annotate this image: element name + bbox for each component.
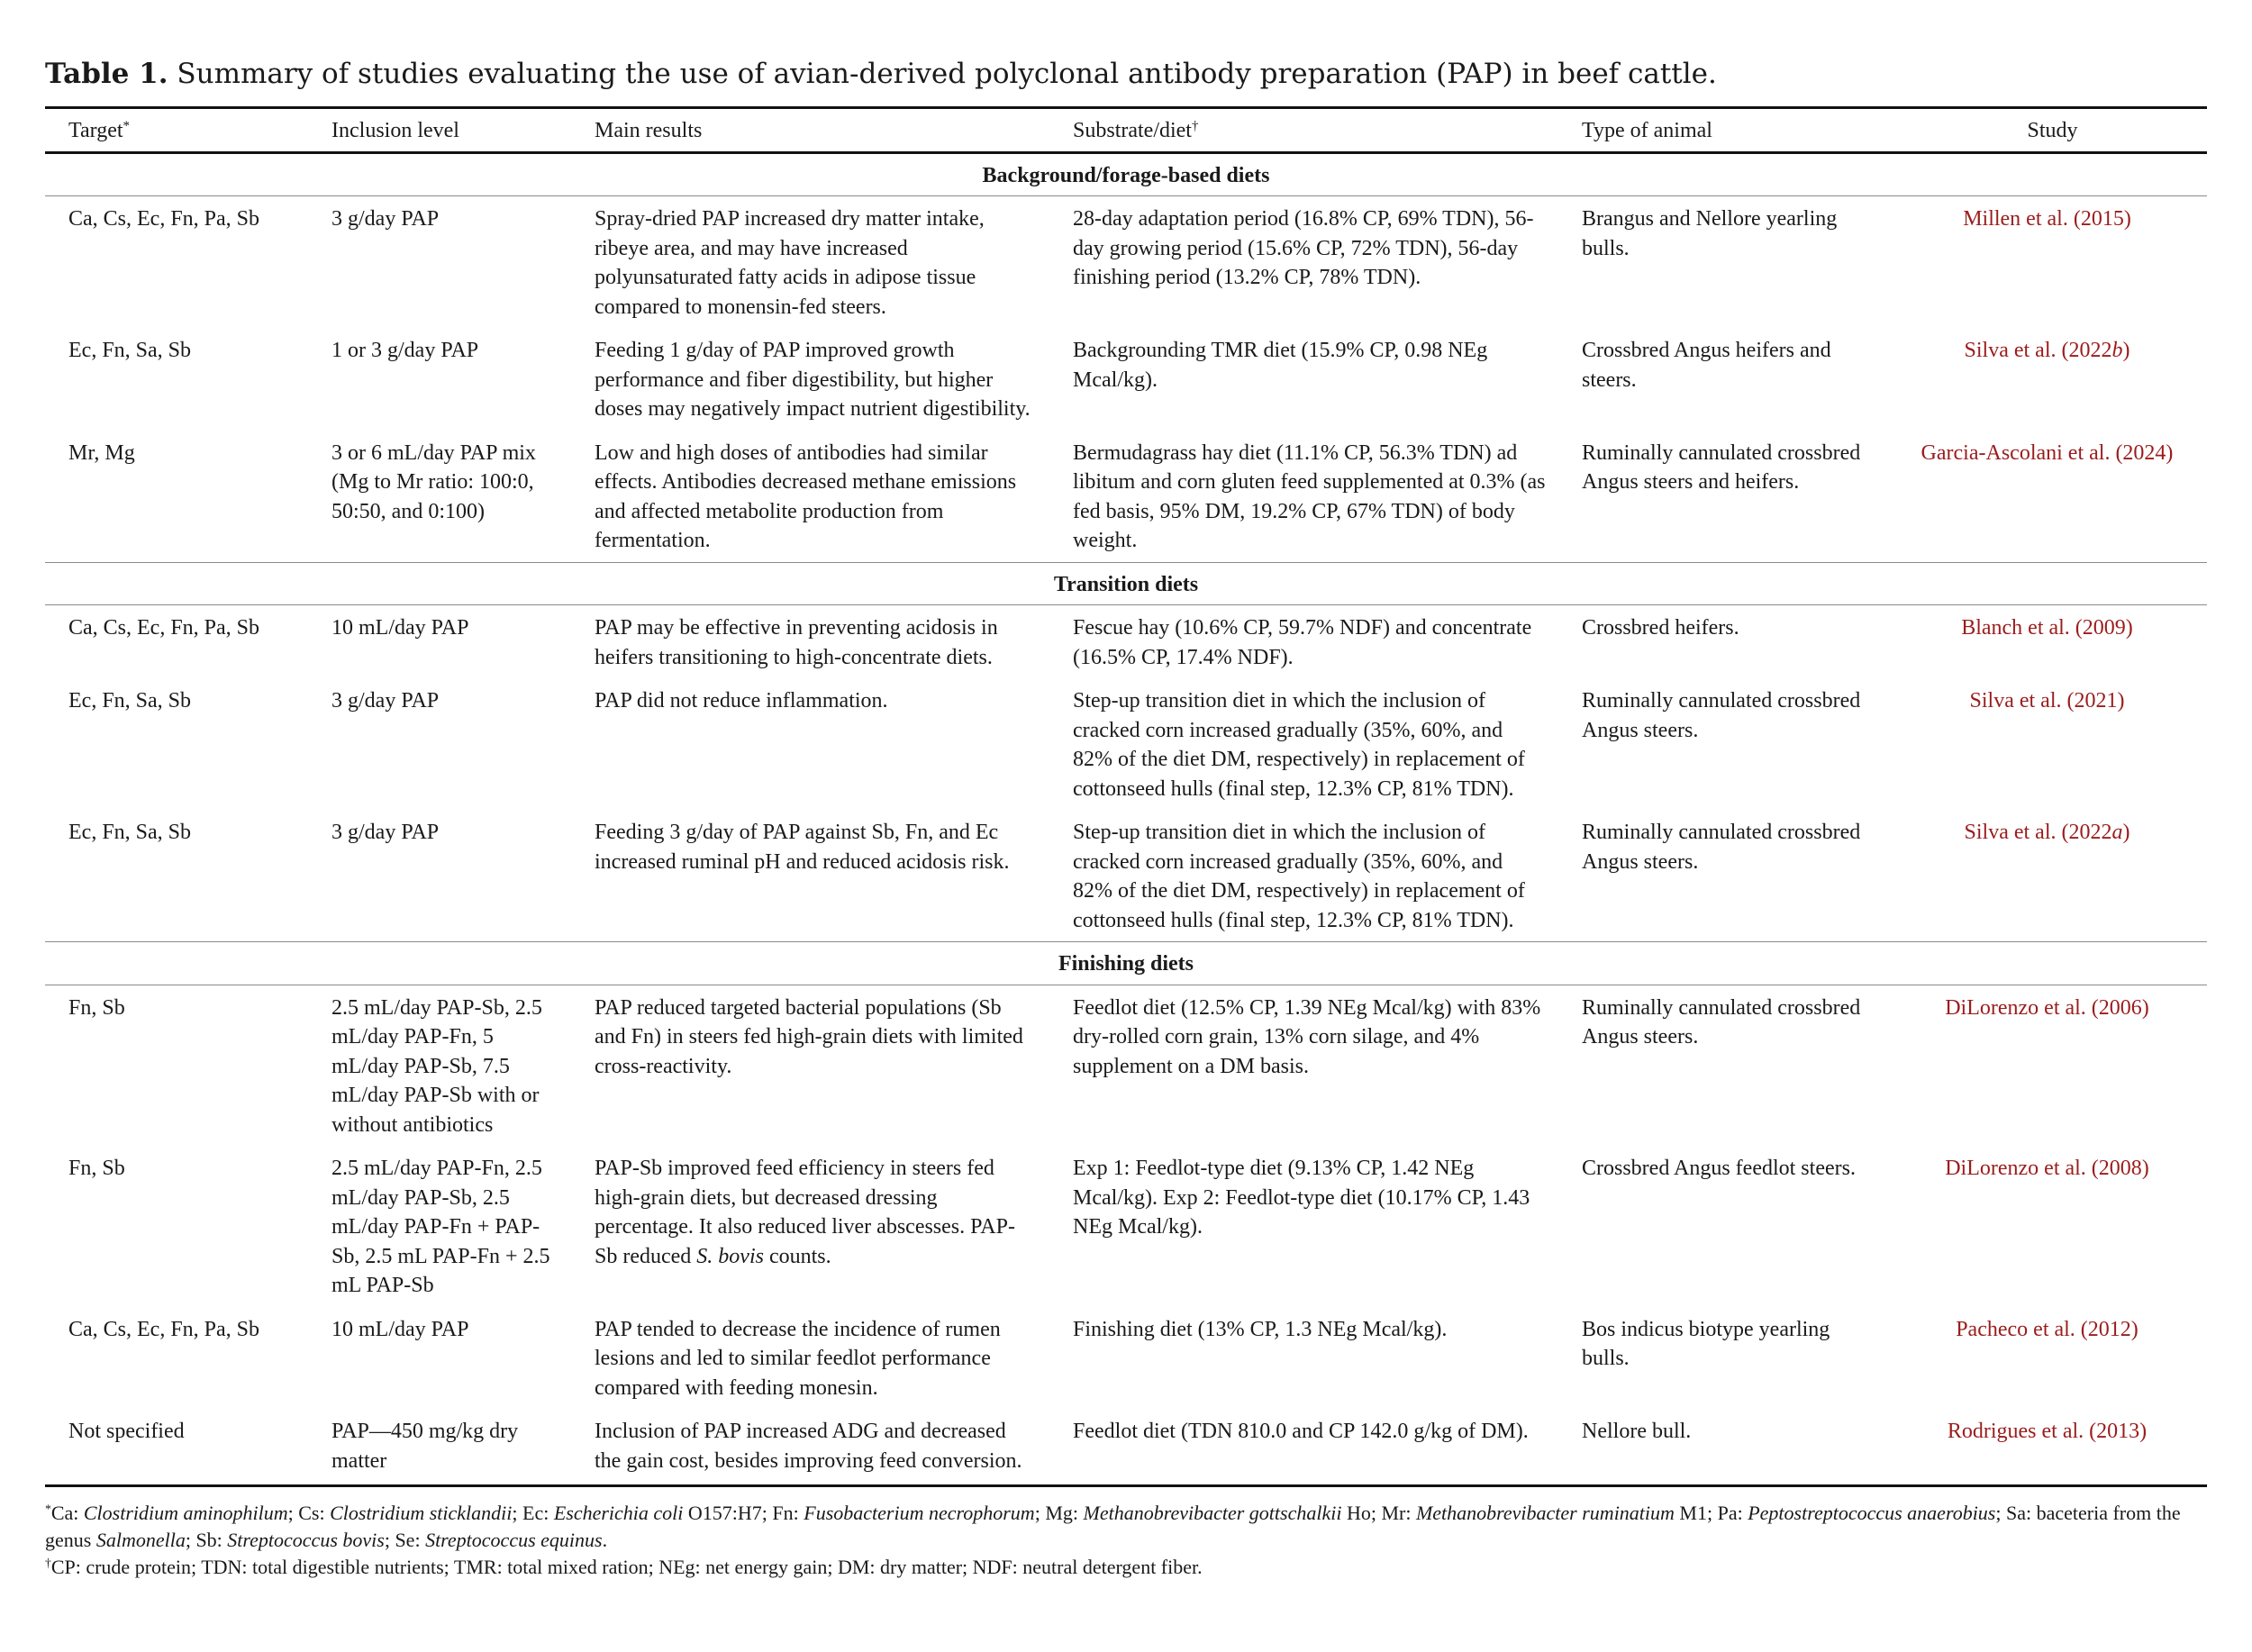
cell-inclusion: 10 mL/day PAP bbox=[331, 1317, 469, 1341]
footnote-abbrev-mark: * bbox=[45, 1502, 51, 1516]
study-reference-link[interactable]: Pacheco et al. (2012) bbox=[1956, 1317, 2138, 1341]
study-reference-link[interactable]: DiLorenzo et al. (2008) bbox=[1945, 1157, 2149, 1180]
study-reference-link[interactable]: Blanch et al. (2009) bbox=[1961, 616, 2133, 640]
cell-substrate: Exp 1: Feedlot-type diet (9.13% CP, 1.42 NEg Mcal/kg). Exp 2: Feedlot-type diet (10.17% CP, 1.43 NEg Mcal/kg). bbox=[1073, 1157, 1530, 1239]
cell-results: PAP reduced targeted bacterial populations (Sb and Fn) in steers fed high-grain diets with limited cross-reactivity. bbox=[595, 995, 1023, 1078]
table-row bbox=[45, 1307, 2207, 1410]
cell-animal: Bos indicus biotype yearling bulls. bbox=[1582, 1317, 1830, 1370]
cell-substrate: Step-up transition diet in which the inclusion of cracked corn increased gradually (35%, 60%, and 82% of the diet DM, respectively) in replacement of cottonseed hulls (final step, 12.3% CP, 81% TDN). bbox=[1073, 821, 1525, 932]
cell-animal: Nellore bull. bbox=[1558, 1409, 1887, 1486]
table-row bbox=[45, 605, 2207, 679]
footnote-nutrients-text: CP: crude protein; TDN: total digestible nutrients; TMR: total mixed ration; NEg: net energy gain; DM: dry matter; NDF: neutral detergent fiber. bbox=[50, 1556, 1203, 1578]
cell-inclusion: PAP—450 mg/kg dry matter bbox=[308, 1409, 571, 1486]
footnote-nutrients-mark: † bbox=[45, 1556, 51, 1570]
table-row bbox=[45, 1146, 2207, 1307]
cell-results: PAP may be effective in preventing acidosis in heifers transitioning to high-concentrate diets. bbox=[595, 616, 998, 669]
cell-target: Ca, Cs, Ec, Fn, Pa, Sb bbox=[68, 616, 260, 640]
footnote-abbrev-text: Ca: Clostridium aminophilum; Cs: Clostridium sticklandii; Ec: Escherichia coli O157:H7; Fn: Fusobacterium necrophorum; Mg: Methanobrevibacter gottschalkii Ho; Mr: Methanobrevibacter ruminatium M1; Pa: Peptostreptococcus anaerobius; Sa: baceteria from the genus Salmonella; Sb: Streptococcus bovis; Se: Streptococcus equinus. bbox=[45, 1502, 2181, 1551]
cell-animal: Ruminally cannulated crossbred Angus steers. bbox=[1582, 995, 1861, 1048]
cell-animal: Ruminally cannulated crossbred Angus steers and heifers. bbox=[1582, 440, 1861, 494]
table-caption bbox=[45, 56, 2207, 92]
cell-target: Mr, Mg bbox=[68, 440, 135, 465]
cell-animal: Crossbred Angus feedlot steers. bbox=[1582, 1157, 1856, 1180]
cell-inclusion: 3 or 6 mL/day PAP mix (Mg to Mr ratio: 100:0, 50:50, and 0:100) bbox=[331, 440, 536, 523]
table-row bbox=[45, 678, 2207, 810]
cell-substrate: Feedlot diet (TDN 810.0 and CP 142.0 g/kg of DM). bbox=[1049, 1409, 1558, 1486]
cell-target: Ec, Fn, Sa, Sb bbox=[68, 821, 192, 844]
cell-inclusion: 1 or 3 g/day PAP bbox=[331, 339, 479, 362]
cell-results: PAP did not reduce inflammation. bbox=[595, 689, 888, 713]
table-header bbox=[45, 108, 2207, 153]
cell-results: PAP tended to decrease the incidence of rumen lesions and led to similar feedlot performance compared with feeding monesin. bbox=[595, 1317, 1001, 1400]
table-row bbox=[45, 985, 2207, 1146]
cell-target: Ec, Fn, Sa, Sb bbox=[68, 339, 192, 362]
section-title: Transition diets bbox=[45, 562, 2207, 605]
header-study: Study bbox=[2027, 119, 2078, 142]
cell-study bbox=[1887, 196, 2207, 329]
cell-animal: Crossbred heifers. bbox=[1582, 616, 1739, 640]
cell-substrate: Feedlot diet (12.5% CP, 1.39 NEg Mcal/kg) with 83% dry-rolled corn grain, 13% corn silage, and 4% supplement on a DM basis. bbox=[1073, 995, 1541, 1078]
cell-results: Feeding 1 g/day of PAP improved growth performance and fiber digestibility, but higher doses may negatively impact nutrient digestibility. bbox=[595, 339, 1031, 421]
footnote-abbreviations bbox=[45, 1500, 2207, 1554]
table-page bbox=[45, 56, 2207, 1581]
section-row bbox=[45, 562, 2207, 605]
header-inclusion: Inclusion level bbox=[331, 119, 459, 142]
cell-study bbox=[1887, 810, 2207, 942]
caption-label: Table 1. bbox=[45, 58, 168, 90]
cell-target: Not specified bbox=[45, 1409, 308, 1486]
cell-animal: Ruminally cannulated crossbred Angus steers. bbox=[1582, 689, 1861, 742]
table-row bbox=[45, 196, 2207, 329]
cell-substrate: Finishing diet (13% CP, 1.3 NEg Mcal/kg). bbox=[1073, 1317, 1448, 1341]
header-results: Main results bbox=[595, 119, 703, 142]
table-row bbox=[45, 431, 2207, 563]
cell-inclusion: 2.5 mL/day PAP-Fn, 2.5 mL/day PAP-Sb, 2.5 mL/day PAP-Fn + PAP-Sb, 2.5 mL PAP-Fn + 2.5 mL PAP-Sb bbox=[331, 1157, 550, 1297]
cell-animal: Ruminally cannulated crossbred Angus steers. bbox=[1582, 821, 1861, 874]
header-substrate-mark: † bbox=[1191, 118, 1199, 133]
study-reference-link[interactable]: Garcia-Ascolani et al. (2024) bbox=[1921, 440, 2174, 465]
cell-results: Inclusion of PAP increased ADG and decreased the gain cost, besides improving feed conversion. bbox=[571, 1409, 1049, 1486]
caption-text: Summary of studies evaluating the use of avian-derived polyclonal antibody preparation (PAP) in beef cattle. bbox=[168, 58, 1717, 90]
table-footnotes bbox=[45, 1500, 2207, 1581]
cell-substrate: Bermudagrass hay diet (11.1% CP, 56.3% TDN) ad libitum and corn gluten feed supplemented at 0.3% (as fed basis, 95% DM, 19.2% CP, 67% TDN) of body weight. bbox=[1073, 440, 1546, 552]
header-row bbox=[45, 108, 2207, 153]
cell-inclusion: 3 g/day PAP bbox=[331, 689, 440, 713]
study-reference-link[interactable]: Millen et al. (2015) bbox=[1963, 207, 2131, 231]
footnote-nutrients bbox=[45, 1554, 2207, 1581]
table-row bbox=[45, 1409, 2207, 1486]
study-reference-link[interactable]: Rodrigues et al. (2013) bbox=[1947, 1420, 2148, 1443]
header-target-mark: * bbox=[123, 118, 130, 133]
table-row bbox=[45, 328, 2207, 431]
study-reference-link[interactable]: Silva et al. (2021) bbox=[1969, 689, 2125, 713]
cell-study bbox=[1887, 328, 2207, 431]
cell-study bbox=[1887, 1409, 2207, 1486]
cell-substrate: Backgrounding TMR diet (15.9% CP, 0.98 NEg Mcal/kg). bbox=[1073, 339, 1488, 392]
study-reference-link[interactable]: DiLorenzo et al. (2006) bbox=[1945, 995, 2149, 1020]
cell-inclusion: 3 g/day PAP bbox=[331, 821, 440, 844]
cell-target: Fn, Sb bbox=[68, 995, 125, 1020]
cell-animal: Crossbred Angus heifers and steers. bbox=[1582, 339, 1831, 392]
section-title: Finishing diets bbox=[45, 942, 2207, 985]
section-row bbox=[45, 152, 2207, 196]
header-target: Target* bbox=[68, 118, 130, 142]
studies-table bbox=[45, 106, 2207, 1487]
cell-inclusion: 3 g/day PAP bbox=[331, 207, 440, 231]
cell-substrate: Fescue hay (10.6% CP, 59.7% NDF) and concentrate (16.5% CP, 17.4% NDF). bbox=[1073, 616, 1532, 669]
cell-study bbox=[1887, 605, 2207, 679]
table-body bbox=[45, 152, 2207, 1486]
cell-results: Low and high doses of antibodies had similar effects. Antibodies decreased methane emissions and affected metabolite production from fermentation. bbox=[595, 440, 1017, 552]
cell-study bbox=[1887, 1146, 2207, 1307]
table-row bbox=[45, 810, 2207, 942]
cell-target: Ca, Cs, Ec, Fn, Pa, Sb bbox=[68, 207, 260, 231]
cell-substrate: 28-day adaptation period (16.8% CP, 69% TDN), 56-day growing period (15.6% CP, 72% TDN), 56-day finishing period (13.2% CP, 78% TDN). bbox=[1073, 207, 1534, 289]
cell-study bbox=[1887, 985, 2207, 1146]
study-reference-link[interactable]: Silva et al. (2022a) bbox=[1964, 821, 2130, 844]
cell-target: Ec, Fn, Sa, Sb bbox=[68, 689, 192, 713]
cell-inclusion: 2.5 mL/day PAP-Sb, 2.5 mL/day PAP-Fn, 5 mL/day PAP-Sb, 7.5 mL/day PAP-Sb with or without antibiotics bbox=[331, 995, 542, 1137]
cell-results: Spray-dried PAP increased dry matter intake, ribeye area, and may have increased polyunsaturated fatty acids in adipose tissue compared to monensin-fed steers. bbox=[595, 207, 985, 319]
cell-study bbox=[1887, 1307, 2207, 1410]
section-row bbox=[45, 942, 2207, 985]
cell-study bbox=[1887, 431, 2207, 563]
cell-inclusion: 10 mL/day PAP bbox=[331, 616, 469, 640]
cell-results: PAP-Sb improved feed efficiency in steers fed high-grain diets, but decreased dressing percentage. It also reduced liver abscesses. PAP-Sb reduced S. bovis counts. bbox=[595, 1157, 1015, 1268]
cell-study bbox=[1887, 678, 2207, 810]
study-reference-link[interactable]: Silva et al. (2022b) bbox=[1964, 339, 2130, 362]
cell-animal: Brangus and Nellore yearling bulls. bbox=[1582, 207, 1838, 260]
cell-results: Feeding 3 g/day of PAP against Sb, Fn, and Ec increased ruminal pH and reduced acidosis risk. bbox=[595, 821, 1010, 874]
section-title: Background/forage-based diets bbox=[45, 152, 2207, 196]
header-animal: Type of animal bbox=[1582, 119, 1712, 142]
header-substrate: Substrate/diet† bbox=[1073, 118, 1199, 142]
cell-target: Ca, Cs, Ec, Fn, Pa, Sb bbox=[68, 1317, 260, 1341]
cell-substrate: Step-up transition diet in which the inclusion of cracked corn increased gradually (35%, 60%, and 82% of the diet DM, respectively) in replacement of cottonseed hulls (final step, 12.3% CP, 81% TDN). bbox=[1073, 689, 1525, 801]
cell-target: Fn, Sb bbox=[68, 1157, 125, 1180]
